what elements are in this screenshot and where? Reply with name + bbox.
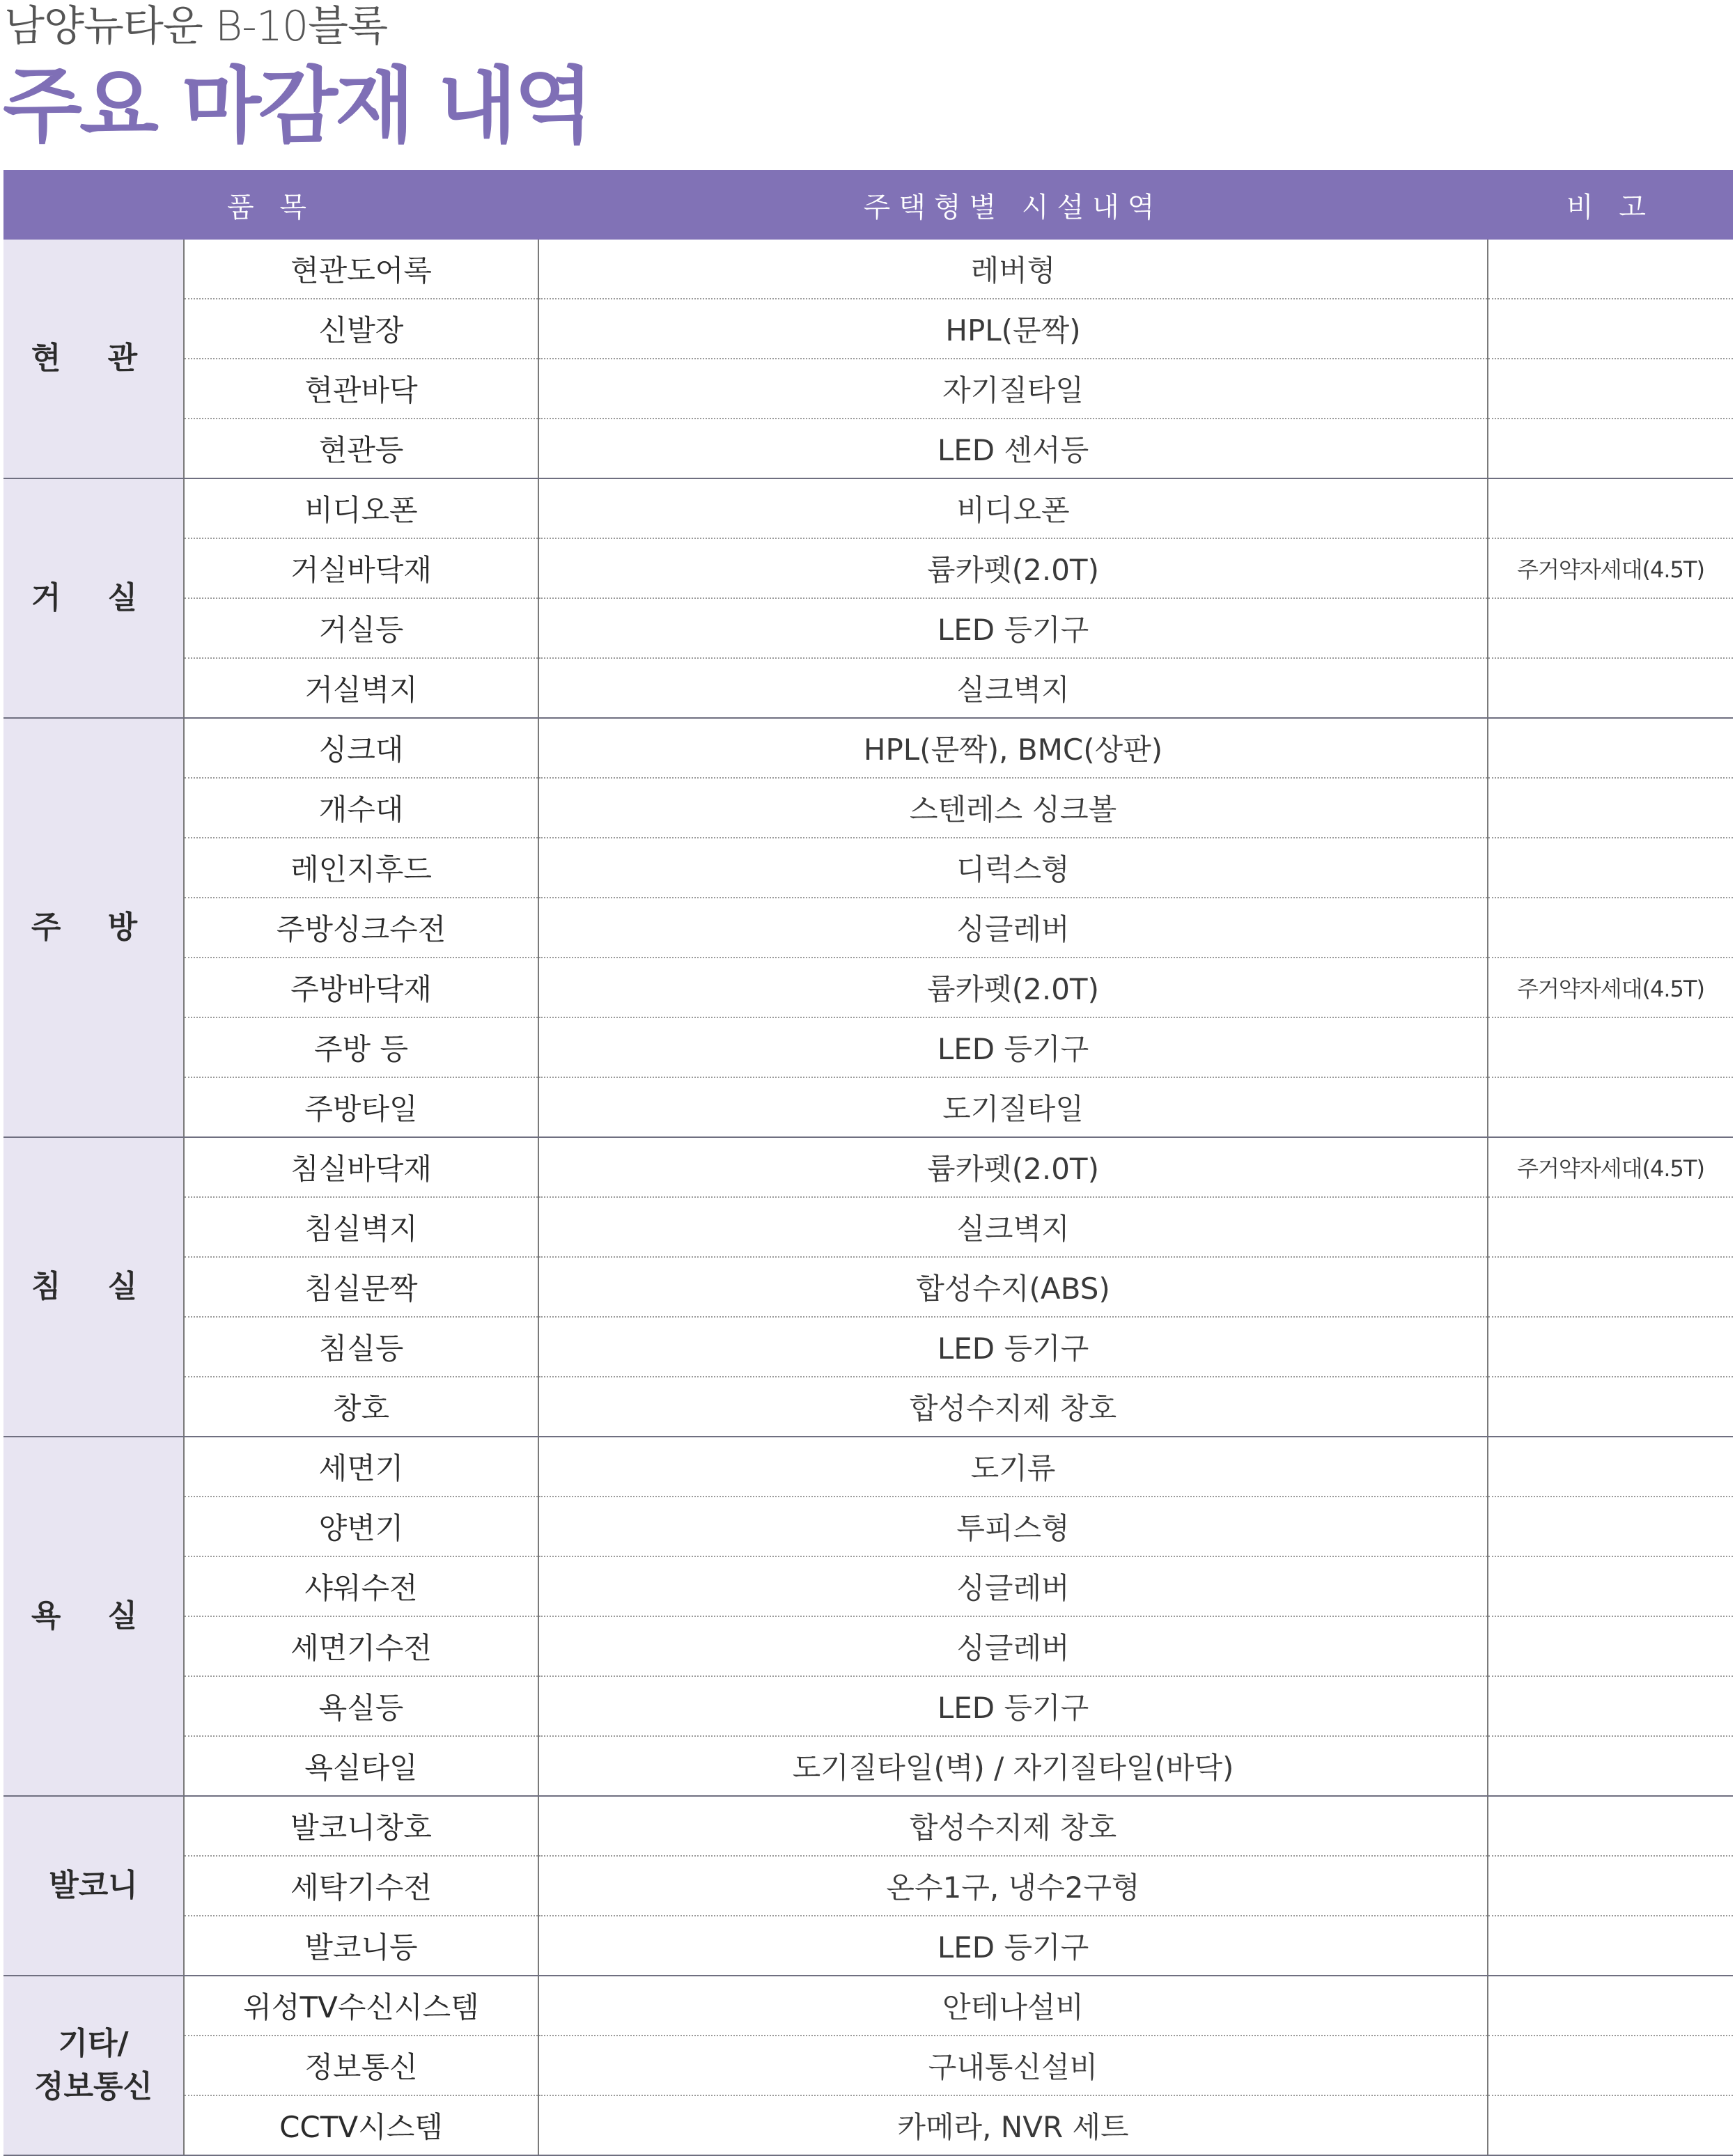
table-row [3, 898, 1733, 958]
table-row [3, 1437, 1733, 1497]
spec-cell: 도기질타일 [538, 1077, 1488, 1137]
table-row [3, 838, 1733, 898]
item-cell: 창호 [184, 1377, 538, 1437]
header-row [3, 170, 1733, 240]
spec-cell: 온수1구, 냉수2구형 [538, 1856, 1488, 1916]
note-cell [1488, 1197, 1733, 1257]
item-cell: 거실등 [184, 598, 538, 658]
note-cell [1488, 1976, 1733, 2036]
table-row [3, 1916, 1733, 1976]
table-row [3, 2095, 1733, 2155]
spec-cell: 륨카펫(2.0T) [538, 538, 1488, 598]
note-cell: 주거약자세대(4.5T) [1488, 538, 1733, 598]
table-row [3, 478, 1733, 538]
table-row [3, 1796, 1733, 1856]
spec-cell: 실크벽지 [538, 1197, 1488, 1257]
note-cell [1488, 2095, 1733, 2155]
spec-cell: 카메라, NVR 세트 [538, 2095, 1488, 2155]
note-cell [1488, 658, 1733, 718]
item-cell: 위성TV수신시스템 [184, 1976, 538, 2036]
note-cell [1488, 1077, 1733, 1137]
finishing-materials-table [3, 170, 1733, 2156]
spec-cell: 륨카펫(2.0T) [538, 1137, 1488, 1197]
spec-cell: LED 등기구 [538, 598, 1488, 658]
category-label: 침 실 [31, 1269, 156, 1304]
spec-cell: 도기질타일(벽) / 자기질타일(바닥) [538, 1736, 1488, 1796]
spec-cell: 안테나설비 [538, 1976, 1488, 2036]
table-row [3, 958, 1733, 1017]
note-cell [1488, 299, 1733, 359]
table-row [3, 1017, 1733, 1077]
category-label: 거 실 [31, 580, 156, 616]
category-cell [3, 478, 184, 718]
note-cell [1488, 598, 1733, 658]
table-row [3, 1616, 1733, 1676]
item-cell: 침실벽지 [184, 1197, 538, 1257]
spec-cell: LED 등기구 [538, 1317, 1488, 1377]
note-cell [1488, 478, 1733, 538]
item-cell: 거실바닥재 [184, 538, 538, 598]
spec-cell: 투피스형 [538, 1497, 1488, 1556]
spec-cell: LED 등기구 [538, 1916, 1488, 1976]
note-cell [1488, 1377, 1733, 1437]
item-cell: 비디오폰 [184, 478, 538, 538]
note-cell [1488, 1856, 1733, 1916]
item-cell: 샤워수전 [184, 1556, 538, 1616]
spec-cell: LED 등기구 [538, 1017, 1488, 1077]
spec-cell: 합성수지(ABS) [538, 1257, 1488, 1317]
complex-subtitle: 남양뉴타운 B-10블록 [4, 2, 388, 51]
table-header [3, 170, 1733, 240]
item-cell: 현관등 [184, 419, 538, 478]
note-cell: 주거약자세대(4.5T) [1488, 1137, 1733, 1197]
note-cell [1488, 1736, 1733, 1796]
item-cell: 레인지후드 [184, 838, 538, 898]
note-cell [1488, 2036, 1733, 2095]
item-cell: 욕실타일 [184, 1736, 538, 1796]
item-cell: 주방싱크수전 [184, 898, 538, 958]
table-row [3, 598, 1733, 658]
spec-cell: 싱글레버 [538, 898, 1488, 958]
table-body [3, 240, 1733, 2155]
spec-cell: 합성수지제 창호 [538, 1796, 1488, 1856]
table-row [3, 359, 1733, 419]
item-cell: 주방바닥재 [184, 958, 538, 1017]
header-note: 비 고 [1488, 170, 1733, 240]
table-row [3, 2036, 1733, 2095]
spec-cell: 비디오폰 [538, 478, 1488, 538]
note-cell [1488, 1616, 1733, 1676]
item-cell: 현관도어록 [184, 240, 538, 299]
table-row [3, 1377, 1733, 1437]
note-cell [1488, 898, 1733, 958]
spec-cell: 싱글레버 [538, 1556, 1488, 1616]
header-item: 품 목 [3, 170, 538, 240]
spec-cell: 구내통신설비 [538, 2036, 1488, 2095]
item-cell: 침실문짝 [184, 1257, 538, 1317]
spec-cell: LED 센서등 [538, 419, 1488, 478]
category-label: 욕 실 [31, 1598, 156, 1634]
note-cell [1488, 1257, 1733, 1317]
note-cell [1488, 1497, 1733, 1556]
note-cell [1488, 1317, 1733, 1377]
note-cell [1488, 359, 1733, 419]
note-cell [1488, 778, 1733, 838]
table-row [3, 240, 1733, 299]
spec-cell: HPL(문짝) [538, 299, 1488, 359]
item-cell: 거실벽지 [184, 658, 538, 718]
item-cell: 발코니창호 [184, 1796, 538, 1856]
item-cell: 주방타일 [184, 1077, 538, 1137]
note-cell [1488, 718, 1733, 778]
item-cell: 세탁기수전 [184, 1856, 538, 1916]
item-cell: 세면기 [184, 1437, 538, 1497]
item-cell: 침실바닥재 [184, 1137, 538, 1197]
table-row [3, 1077, 1733, 1137]
table-row [3, 1556, 1733, 1616]
item-cell: 개수대 [184, 778, 538, 838]
category-label: 주 방 [31, 909, 156, 945]
table-row [3, 1257, 1733, 1317]
table-row [3, 1197, 1733, 1257]
note-cell [1488, 1676, 1733, 1736]
category-cell [3, 1976, 184, 2155]
table-row [3, 778, 1733, 838]
table-row [3, 299, 1733, 359]
note-cell [1488, 1017, 1733, 1077]
table-row [3, 1676, 1733, 1736]
item-cell: 정보통신 [184, 2036, 538, 2095]
item-cell: 현관바닥 [184, 359, 538, 419]
category-cell [3, 1437, 184, 1796]
category-cell [3, 1137, 184, 1437]
item-cell: 발코니등 [184, 1916, 538, 1976]
item-cell: 세면기수전 [184, 1616, 538, 1676]
item-cell: CCTV시스템 [184, 2095, 538, 2155]
note-cell [1488, 838, 1733, 898]
spec-cell: 스텐레스 싱크볼 [538, 778, 1488, 838]
item-cell: 침실등 [184, 1317, 538, 1377]
item-cell: 주방 등 [184, 1017, 538, 1077]
category-label: 현 관 [31, 341, 156, 376]
note-cell [1488, 1796, 1733, 1856]
note-cell [1488, 1916, 1733, 1976]
table-row [3, 658, 1733, 718]
item-cell: 싱크대 [184, 718, 538, 778]
spec-cell: 싱글레버 [538, 1616, 1488, 1676]
spec-cell: 합성수지제 창호 [538, 1377, 1488, 1437]
note-cell [1488, 240, 1733, 299]
table-row [3, 1976, 1733, 2036]
table-row [3, 538, 1733, 598]
table-row [3, 419, 1733, 478]
category-cell [3, 240, 184, 478]
page-title: 주요 마감재 내역 [3, 58, 591, 154]
note-cell [1488, 419, 1733, 478]
spec-cell: 자기질타일 [538, 359, 1488, 419]
spec-cell: 륨카펫(2.0T) [538, 958, 1488, 1017]
item-cell: 욕실등 [184, 1676, 538, 1736]
spec-cell: 실크벽지 [538, 658, 1488, 718]
category-cell [3, 1796, 184, 1976]
category-label: 발코니 [49, 1868, 138, 1903]
note-cell [1488, 1437, 1733, 1497]
table-row [3, 1856, 1733, 1916]
table-row [3, 1497, 1733, 1556]
spec-cell: HPL(문짝), BMC(상판) [538, 718, 1488, 778]
item-cell: 신발장 [184, 299, 538, 359]
table-row [3, 1137, 1733, 1197]
table-row [3, 1736, 1733, 1796]
note-cell: 주거약자세대(4.5T) [1488, 958, 1733, 1017]
note-cell [1488, 1556, 1733, 1616]
spec-cell: 레버형 [538, 240, 1488, 299]
spec-cell: 디럭스형 [538, 838, 1488, 898]
table-row [3, 718, 1733, 778]
item-cell: 양변기 [184, 1497, 538, 1556]
spec-cell: LED 등기구 [538, 1676, 1488, 1736]
category-cell [3, 718, 184, 1137]
header-spec: 주택형별 시설내역 [538, 170, 1488, 240]
spec-cell: 도기류 [538, 1437, 1488, 1497]
category-label: 기타/ 정보통신 [33, 2026, 153, 2104]
table-row [3, 1317, 1733, 1377]
